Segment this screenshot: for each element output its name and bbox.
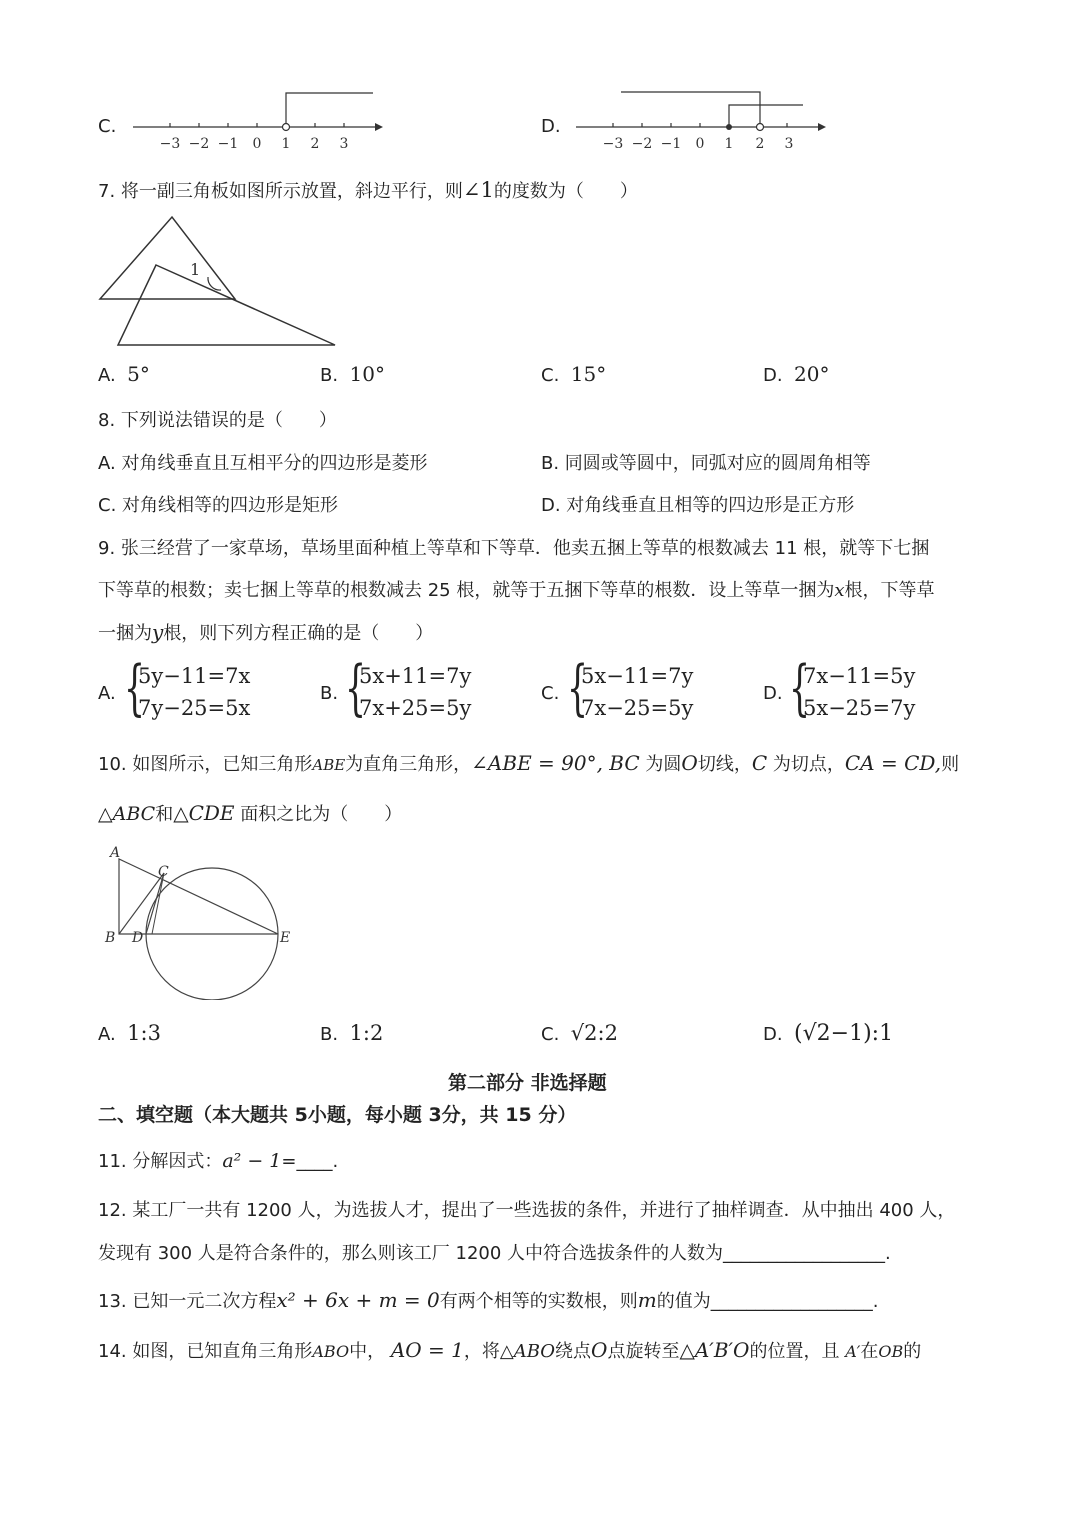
q9-line-3: 一捆为y根，则下列方程正确的是（ ） xyxy=(98,620,434,644)
q6-option-d-label[interactable]: D. xyxy=(541,116,561,137)
tick: 0 xyxy=(252,136,262,152)
q7-option-a[interactable]: A. 5° xyxy=(98,362,150,386)
q13: 13. 已知一元二次方程x² + 6x + m = 0有两个相等的实数根，则m的值为__________________. xyxy=(98,1288,879,1312)
q7-set-square-figure xyxy=(95,212,345,352)
q10-option-a[interactable]: A. 1:3 xyxy=(98,1021,161,1045)
q10-line-2: △ABC和△CDE 面积之比为（ ） xyxy=(98,801,403,825)
brace-icon: { xyxy=(345,653,367,723)
q12-line-2: 发现有 300 人是符合条件的，那么则该工厂 1200 人中符合选拔条件的人数为__________________. xyxy=(98,1243,891,1264)
tick: −1 xyxy=(217,136,239,152)
tick: 3 xyxy=(339,136,349,152)
q8-stem: 8. 下列说法错误的是（ ） xyxy=(98,410,337,431)
q12-line-1: 12. 某工厂一共有 1200 人，为选拔人才，提出了一些选拔的条件，并进行了抽样调查．从中抽出 400 人， xyxy=(98,1200,956,1221)
tick: 2 xyxy=(755,136,765,152)
brace-icon: { xyxy=(124,653,146,723)
angle-label: 1 xyxy=(190,260,201,279)
q10-line-1: 10. 如图所示，已知三角形ABE为直角三角形，∠ABE = 90°, BC 为圆O切线，C 为切点，CA = CD,则 xyxy=(98,751,960,775)
tick: 2 xyxy=(310,136,320,152)
q10-circle-figure xyxy=(100,840,300,1000)
q9-line-1: 9. 张三经营了一家草场，草场里面种植上等草和下等草．他卖五捆上等草的根数减去 11 根，就等下七捆 xyxy=(98,538,930,559)
tick: 1 xyxy=(281,136,291,152)
q6-option-c-label[interactable]: C. xyxy=(98,116,117,137)
q7-option-b[interactable]: B. 10° xyxy=(320,362,385,386)
q10-option-d[interactable]: D. (√2−1):1 xyxy=(763,1021,894,1046)
q7-stem: 7. 将一副三角板如图所示放置，斜边平行，则∠1的度数为（ ） xyxy=(98,178,638,202)
brace-icon: { xyxy=(789,653,811,723)
q14-line-1: 14. 如图，已知直角三角形ABO中， AO = 1，将△ABO绕点O点旋转至△A′B′O的位置，且 A′在OB的 xyxy=(98,1338,922,1362)
tick: −2 xyxy=(188,136,210,152)
brace-icon: { xyxy=(567,653,589,723)
q8-option-a[interactable]: A. 对角线垂直且互相平分的四边形是菱形 xyxy=(98,453,428,474)
point-label: E xyxy=(280,930,291,946)
part-title: 第二部分 非选择题 xyxy=(448,1072,607,1094)
point-label: B xyxy=(105,930,116,946)
tick: 3 xyxy=(784,136,794,152)
tick: −3 xyxy=(159,136,181,152)
section-heading: 二、填空题（本大题共 5小题，每小题 3分，共 15 分） xyxy=(98,1104,577,1126)
q10-option-b[interactable]: B. 1:2 xyxy=(320,1021,384,1045)
q8-option-b[interactable]: B. 同圆或等圆中，同弧对应的圆周角相等 xyxy=(541,453,871,474)
q6-option-c-number-line xyxy=(125,85,395,155)
point-label: A xyxy=(110,845,121,861)
q11: 11. 分解因式：a² − 1=____. xyxy=(98,1150,339,1172)
tick: −2 xyxy=(631,136,653,152)
q10-option-c[interactable]: C. √2:2 xyxy=(541,1021,618,1045)
q8-option-d[interactable]: D. 对角线垂直且相等的四边形是正方形 xyxy=(541,495,855,516)
q9-line-2: 下等草的根数；卖七捆上等草的根数减去 25 根，就等于五捆下等草的根数．设上等草一捆为x根，下等草 xyxy=(98,580,935,601)
tick: −1 xyxy=(660,136,682,152)
tick: 1 xyxy=(724,136,734,152)
tick: 0 xyxy=(695,136,705,152)
q6-option-d-number-line xyxy=(568,85,838,155)
point-label: D xyxy=(132,930,144,946)
q7-option-c[interactable]: C. 15° xyxy=(541,362,607,386)
q8-option-c[interactable]: C. 对角线相等的四边形是矩形 xyxy=(98,495,339,516)
point-label: C xyxy=(158,864,169,880)
q7-option-d[interactable]: D. 20° xyxy=(763,362,830,386)
tick: −3 xyxy=(602,136,624,152)
